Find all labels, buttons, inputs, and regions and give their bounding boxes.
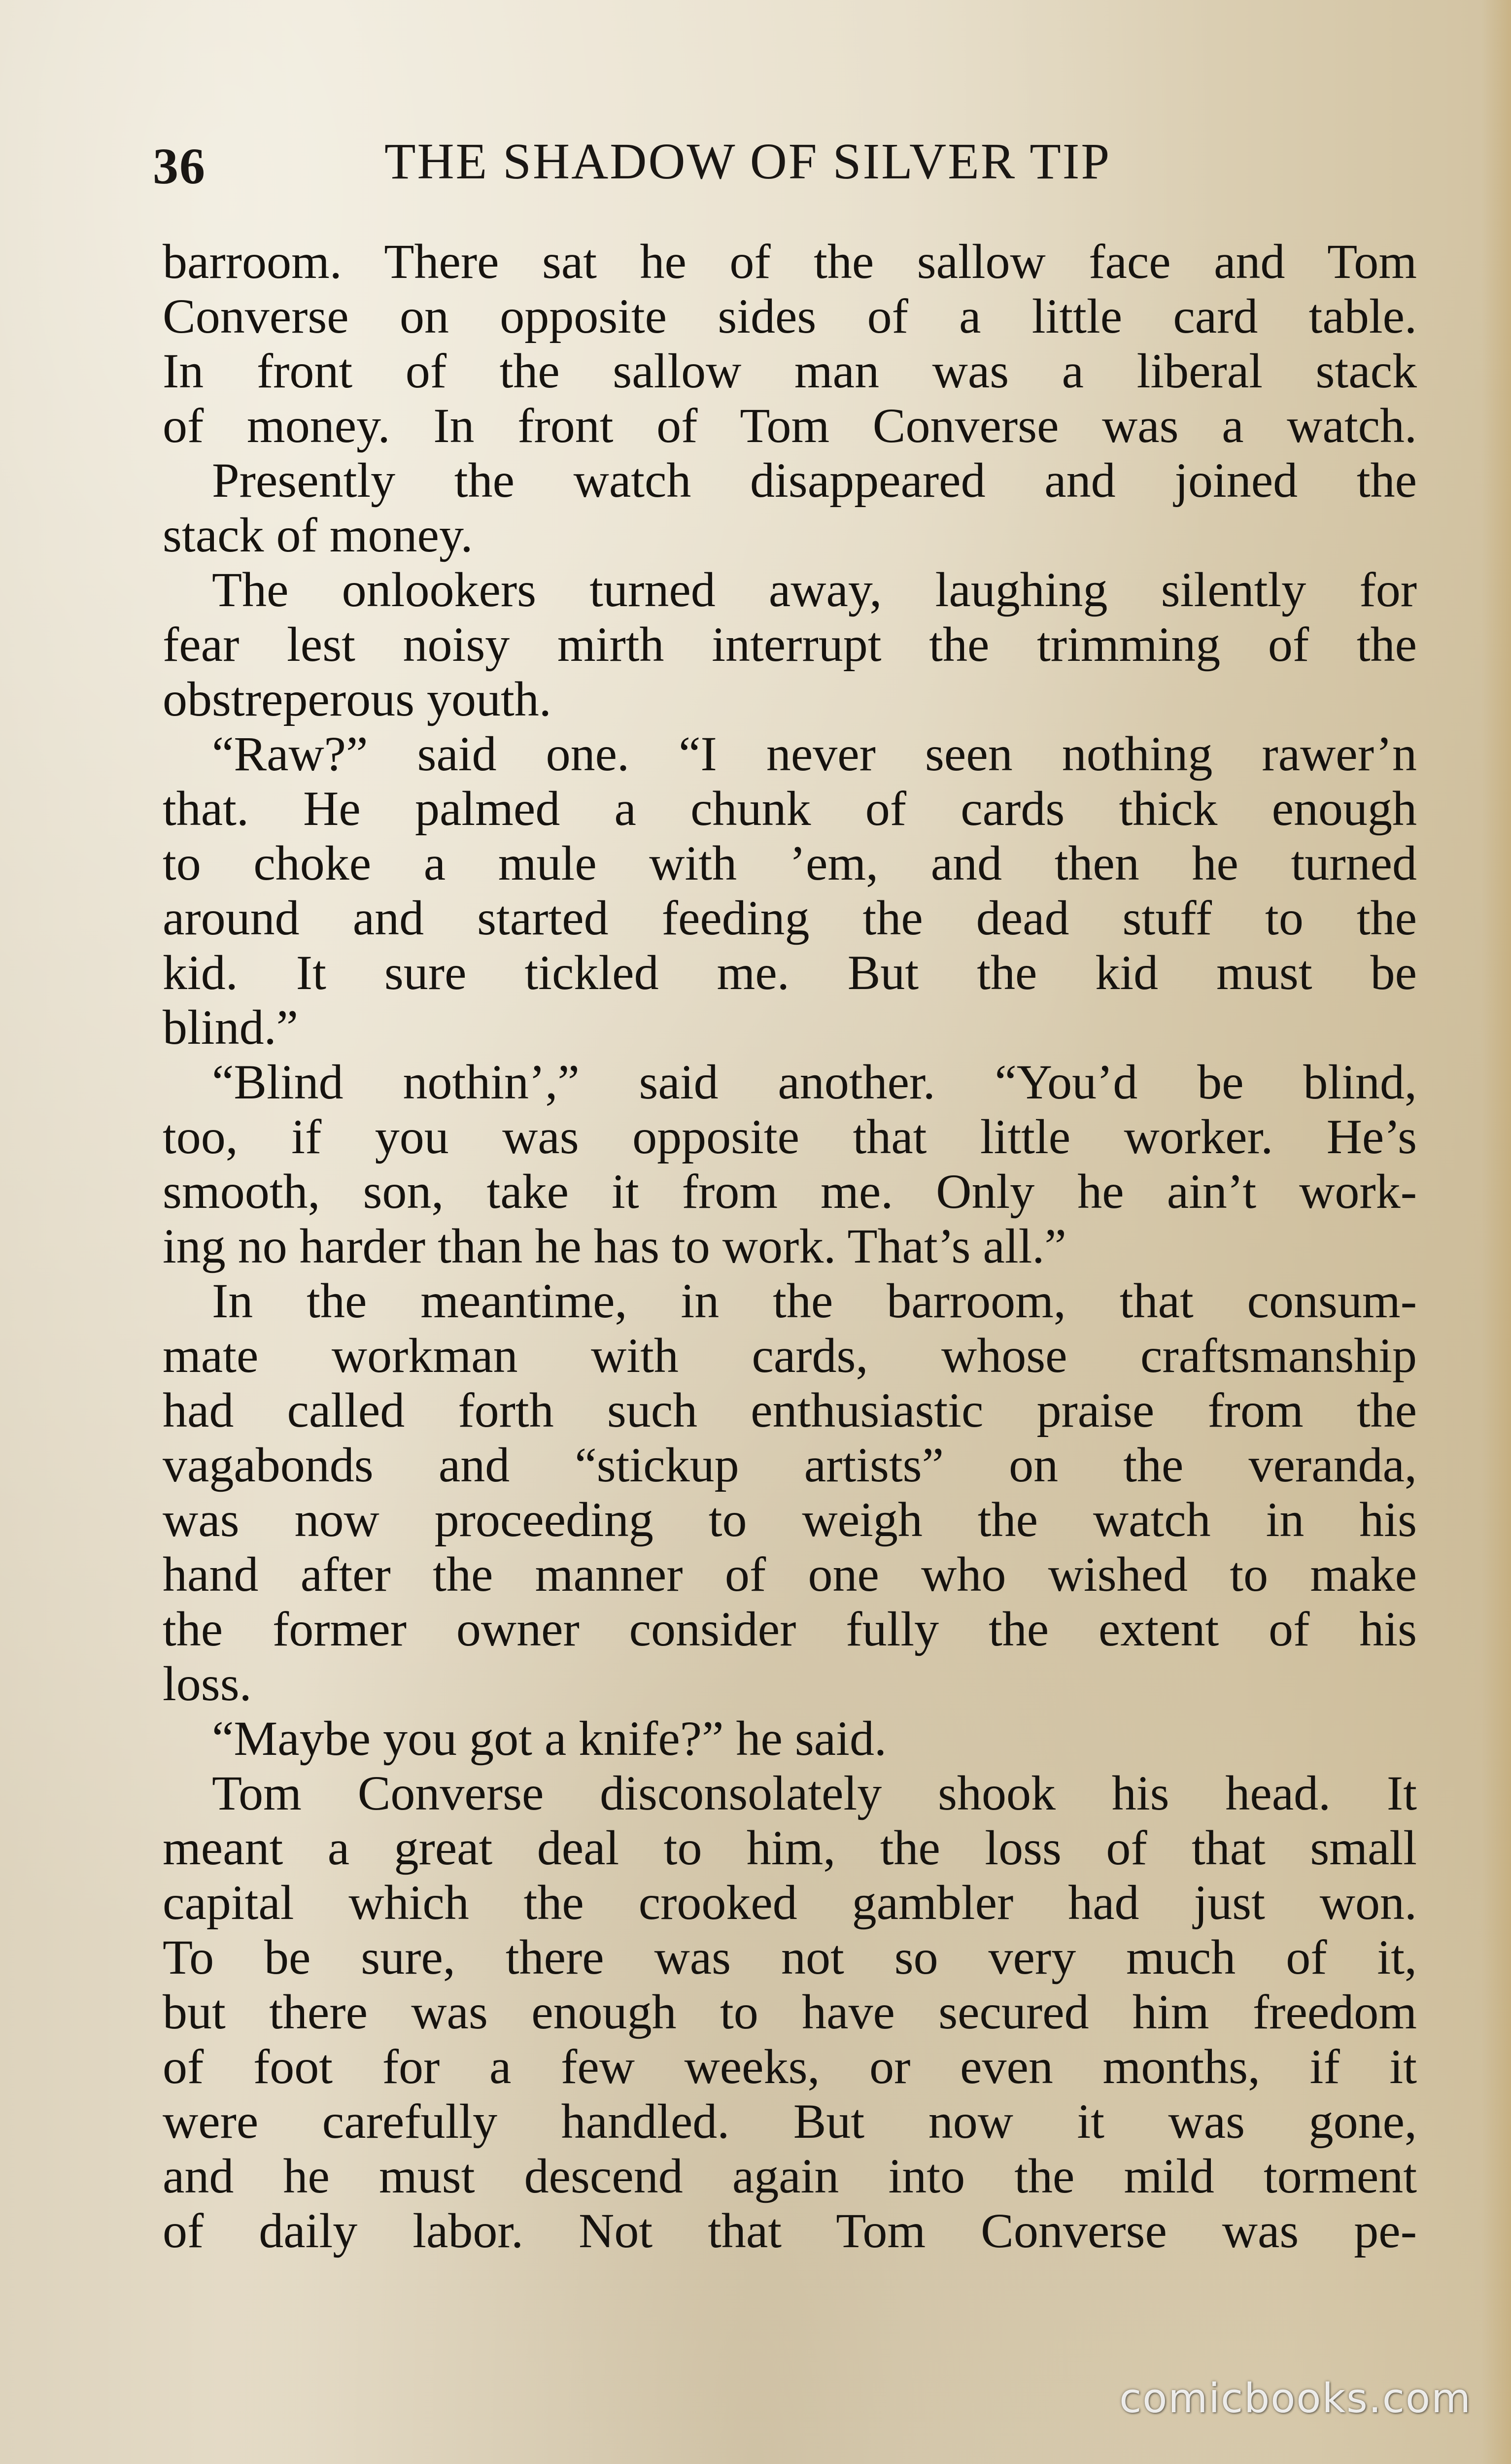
text-line: too, if you was opposite that little worker. He’s [163,1109,1417,1164]
running-title: THE SHADOW OF SILVER TIP [384,133,1111,190]
text-line: hand after the manner of one who wished to make [163,1547,1417,1602]
text-line: smooth, son, take it from me. Only he ain’t work- [163,1164,1417,1219]
text-line: were carefully handled. But now it was gone, [163,2094,1417,2149]
text-line: of foot for a few weeks, or even months, if it [163,2039,1417,2094]
text-line: blind.” [163,1000,298,1055]
text-line: that. He palmed a chunk of cards thick enough [163,781,1417,836]
text-line: barroom. There sat he of the sallow face and Tom [163,234,1417,289]
text-line: of daily labor. Not that Tom Converse was pe- [163,2203,1417,2258]
text-line: In front of the sallow man was a liberal stack [163,343,1417,398]
page-number: 36 [153,138,206,195]
text-line: “Blind nothin’,” said another. “You’d be blind, [212,1055,1417,1109]
text-line: The onlookers turned away, laughing silently for [212,562,1417,617]
text-line: was now proceeding to weigh the watch in his [163,1492,1417,1547]
text-line: obstreperous youth. [163,672,551,726]
page-header [153,132,1188,196]
text-line: Presently the watch disappeared and joined the [212,453,1417,508]
text-line: to choke a mule with ’em, and then he turned [163,836,1417,890]
text-line: had called forth such enthusiastic praise from the [163,1383,1417,1437]
text-line: In the meantime, in the barroom, that consum- [212,1273,1417,1328]
text-line: To be sure, there was not so very much of it, [163,1930,1417,1985]
text-line: the former owner consider fully the extent of his [163,1602,1417,1656]
text-line: meant a great deal to him, the loss of that small [163,1820,1417,1875]
body-text [163,234,1417,2258]
text-line: fear lest noisy mirth interrupt the trimming of the [163,617,1417,672]
text-line: vagabonds and “stickup artists” on the veranda, [163,1437,1417,1492]
text-line: mate workman with cards, whose craftsmanship [163,1328,1417,1383]
page-edge-shadow [1481,0,1511,2464]
text-line: stack of money. [163,508,473,562]
text-line: around and started feeding the dead stuff to the [163,890,1417,945]
text-line: capital which the crooked gambler had just won. [163,1875,1417,1930]
text-line: “Raw?” said one. “I never seen nothing rawer’n [212,726,1417,781]
text-line: Converse on opposite sides of a little card table. [163,289,1417,343]
text-line: Tom Converse disconsolately shook his head. It [212,1766,1417,1820]
text-line: loss. [163,1656,252,1711]
watermark: comicbooks.com [1119,2375,1472,2422]
text-line: “Maybe you got a knife?” he said. [212,1711,887,1766]
text-line: of money. In front of Tom Converse was a watch. [163,398,1417,453]
text-line: and he must descend again into the mild torment [163,2149,1417,2203]
text-line: but there was enough to have secured him freedom [163,1985,1417,2039]
text-line: ing no harder than he has to work. That’s all.” [163,1219,1066,1273]
text-line: kid. It sure tickled me. But the kid must be [163,945,1417,1000]
